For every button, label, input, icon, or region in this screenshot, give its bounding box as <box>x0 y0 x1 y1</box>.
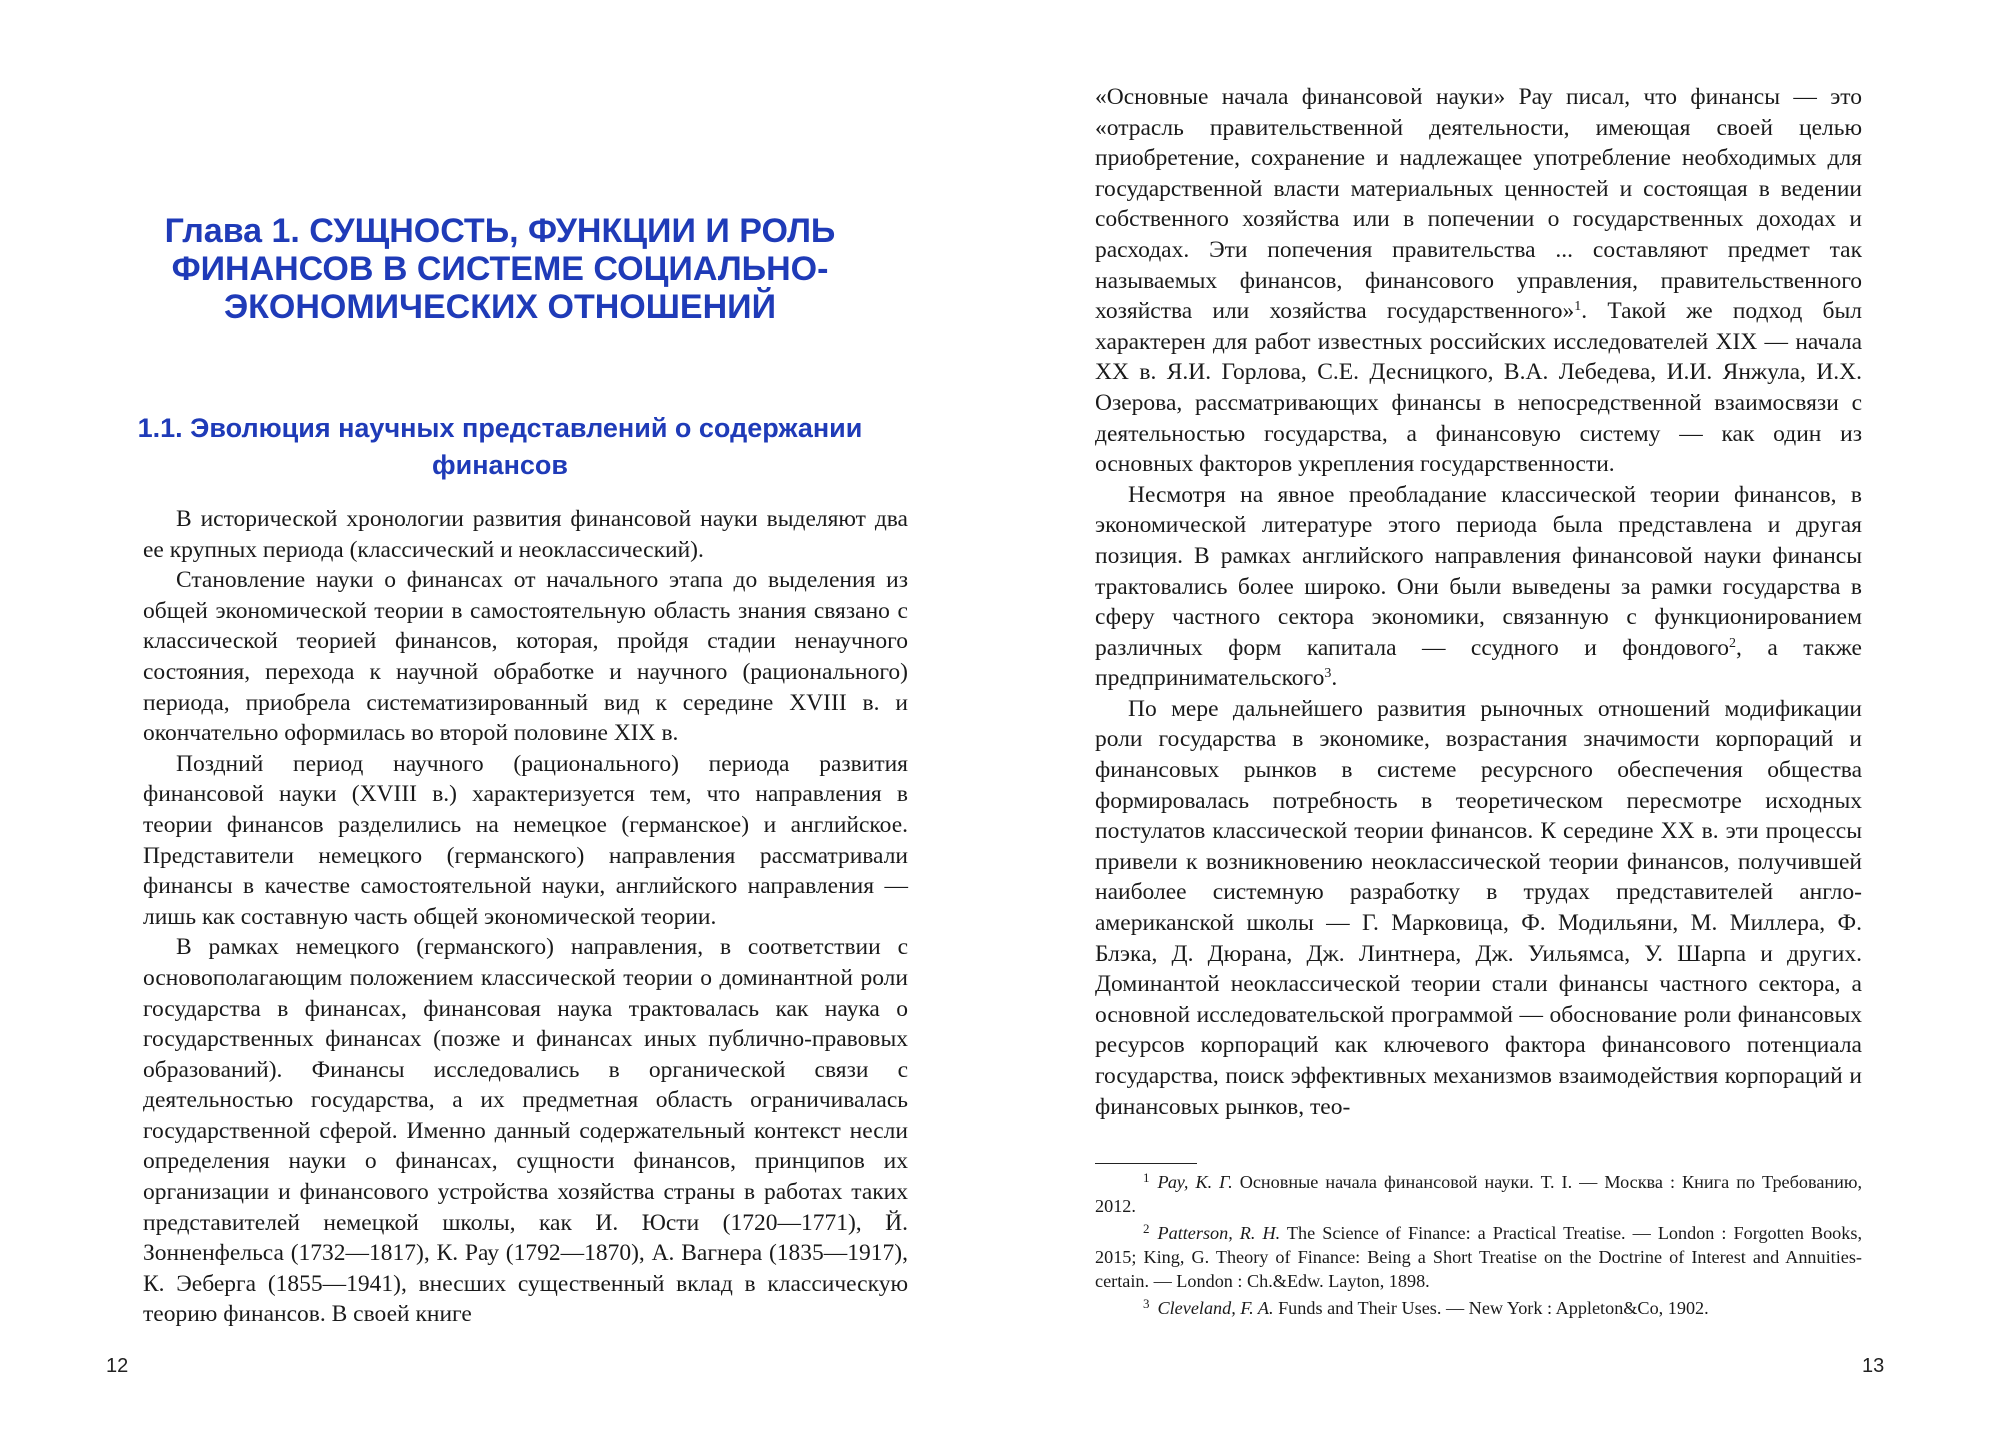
footnote-mark: 1 <box>1143 1170 1150 1185</box>
page-number-left: 12 <box>106 1355 129 1377</box>
paragraph <box>1095 480 1862 694</box>
footnote <box>1095 1221 1862 1293</box>
paragraph-text: . Такой же подход был характерен для работ известных российских исследователей XIX — начала XX в. Я.И. Горлова, С.Е. Десницкого, В.А. Лебедева, И.И. Янжула, И.Х. Озерова, рассматривающих финансы в непосредственной взаимосвязи с деятельностью государства, а финансовую систему — как один из основных факторов укрепления государственности. <box>1095 298 1862 478</box>
paragraph: В исторической хронологии развития финансовой науки выделяют два ее крупных периода (классический и неоклассический). <box>143 506 908 563</box>
footnote-text: The Science of Finance: a Practical Treatise. — London : Forgotten Books, 2015; King, G. Theory of Finance: Being a Short Treatise on the Doctrine of Interest and Annuities-certain. — London : Ch.&Edw. Layton, 1898. <box>1095 1223 1862 1291</box>
right-page <box>1000 0 2000 1449</box>
section-title: 1.1. Эволюция научных представлений о содержании финансов <box>137 413 863 480</box>
footnote-mark: 2 <box>1143 1221 1150 1236</box>
chapter-title: Глава 1. СУЩНОСТЬ, ФУНКЦИИ И РОЛЬ ФИНАНСОВ В СИСТЕМЕ СОЦИАЛЬНО-ЭКОНОМИЧЕСКИХ ОТНОШЕНИЙ <box>164 212 836 326</box>
footnote-reference[interactable]: 3 <box>1324 666 1332 682</box>
right-body-text <box>1095 82 1862 1122</box>
paragraph-text: , а также предпринимательского <box>1095 634 1862 692</box>
footnote-author: Cleveland, F. A. <box>1157 1298 1274 1318</box>
left-body-text <box>143 504 908 1330</box>
paragraph: Становление науки о финансах от начального этапа до выделения из общей экономической теории в самостоятельную область знания связано с классической теорией финансов, которая, пройдя стадии ненаучного состояния, перехода к научной обработке и научного (рационального) периода, приобрела систематизированный вид к середине XVIII в. и окончательно оформилась во второй половине XIX в. <box>143 567 908 747</box>
footnote-divider <box>1095 1163 1197 1164</box>
footnotes <box>1095 1170 1862 1323</box>
paragraph: В рамках немецкого (германского) направления, в соответствии с основополагающим положением классической теории о доминантной роли государства в финансах, финансовая наука трактовалась как наука о государственных финансах (позже и финансах иных публично-правовых образований). Финансы исследовались в органической связи с деятельностью государства, а их предметная область ограничивалась государственной сферой. Именно данный содержательный контекст несли определения науки о финансах, сущности финансов, принципов их организации и финансового устройства хозяйства страны в работах таких представителей немецкой школы, как И. Юсти (1720—1771), Й. Зонненфельса (1732—1817), К. Рау (1792—1870), А. Вагнера (1835—1917), К. Эеберга (1855—1941), внесших существенный вклад в классическую теорию финансов. В своей книге <box>143 934 908 1328</box>
footnote-reference[interactable]: 2 <box>1729 635 1737 651</box>
footnote-reference[interactable]: 1 <box>1574 299 1582 315</box>
footnote-text: Основные начала финансовой науки. Т. I. — Москва : Книга по Требованию, 2012. <box>1095 1172 1862 1216</box>
paragraph: По мере дальнейшего развития рыночных отношений модификации роли государства в экономике, возрастания значимости корпораций и финансовых рынков в системе ресурсного обеспечения общества формировалась потребность в теоретическом пересмотре исходных постулатов классической теории финансов. К середине XX в. эти процессы привели к возникновению неоклассической теории финансов, получившей наиболее системную разработку в трудах представителей англо-американской школы — Г. Марковица, Ф. Модильяни, М. Миллера, Ф. Блэка, Д. Дюрана, Дж. Линтнера, Дж. Уильямса, У. Шарпа и других. Доминантой неоклассической теории стали финансы частного сектора, а основной исследовательской программой — обоснование роли финансовых ресурсов корпораций как ключевого фактора финансового потенциала государства, поиск эффективных механизмов взаимодействия корпораций и финансовых рынков, тео- <box>1095 695 1862 1120</box>
footnote-author: Рау, К. Г. <box>1157 1172 1233 1192</box>
paragraph-text: . <box>1331 665 1338 692</box>
footnote <box>1095 1296 1862 1320</box>
paragraph <box>1095 82 1862 480</box>
page-number-right: 13 <box>1862 1355 1885 1377</box>
paragraph: Поздний период научного (рационального) периода развития финансовой науки (XVIII в.) характеризуется тем, что направления в теории финансов разделились на немецкое (германское) и английское. Представители немецкого (германского) направления рассматривали финансы в качестве самостоятельной науки, английского направления — лишь как составную часть общей экономической теории. <box>143 750 908 930</box>
footnote-text: Funds and Their Uses. — New York : Appleton&Co, 1902. <box>1278 1298 1709 1318</box>
footnote-author: Patterson, R. H. <box>1157 1223 1281 1243</box>
paragraph-text: «Основные начала финансовой науки» Рау писал, что финансы — это «отрасль правительственной деятельности, имеющая своей целью приобретение, сохранение и надлежащее употребление необходимых для государственной власти материальных ценностей и состоящая в ведении собственного хозяйства или в попечении о государственных доходах и расходах. Эти попечения правительства ... составляют предмет так называемых финансов, финансового управления, правительственного хозяйства или хозяйства государственного» <box>1095 84 1862 325</box>
footnote-mark: 3 <box>1143 1296 1150 1311</box>
footnote <box>1095 1170 1862 1218</box>
paragraph-text: Несмотря на явное преобладание классической теории финансов, в экономической литературе этого периода была представлена и другая позиция. В рамках английского направления финансовой науки финансы трактовались более широко. Они были выведены за рамки государства в сферу частного сектора экономики, связанную с функционированием различных форм капитала — ссудного и фондового <box>1095 481 1862 661</box>
